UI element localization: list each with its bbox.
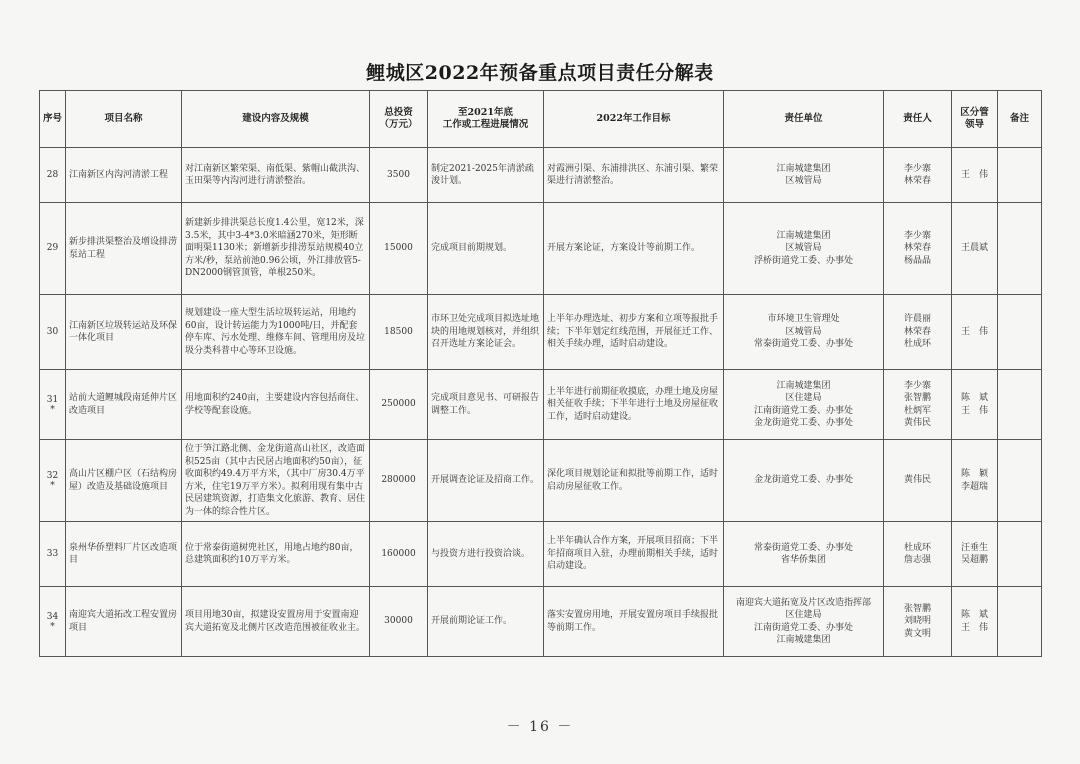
cell-invest: 30000 (370, 587, 428, 657)
cell-content: 规划建设一座大型生活垃圾转运站，用地约60亩，设计转运能力为1000吨/日，并配套停车库、污水处理、维修车间、管理用房及垃圾分类科普中心等环卫设施。 (182, 295, 370, 370)
cell-remark (998, 370, 1042, 440)
row-number: 34 (46, 611, 59, 622)
cell-remark (998, 522, 1042, 587)
cell-invest: 15000 (370, 203, 428, 295)
cell-no (40, 522, 66, 587)
cell-leader: 王晨斌 (952, 203, 998, 295)
row-star-mark: * (50, 622, 55, 633)
cell-invest: 280000 (370, 440, 428, 522)
cell-progress: 与投资方进行投资洽谈。 (428, 522, 544, 587)
cell-unit: 江南城建集团 区城管局 (724, 148, 884, 203)
cell-unit: 江南城建集团 区城管局 浮桥街道党工委、办事处 (724, 203, 884, 295)
cell-leader: 陈 颖 李超瑞 (952, 440, 998, 522)
cell-progress: 开展前期论证工作。 (428, 587, 544, 657)
cell-leader: 王 伟 (952, 295, 998, 370)
header-leader-line2: 领导 (964, 119, 984, 130)
cell-leader: 陈 斌 王 伟 (952, 370, 998, 440)
cell-person: 李少寨 林荣春 (884, 148, 952, 203)
row-number: 30 (46, 326, 59, 337)
cell-invest: 160000 (370, 522, 428, 587)
cell-remark (998, 295, 1042, 370)
cell-goal: 对霞洲引渠、东浦排洪区、东浦引渠、繁荣渠进行清淤整治。 (544, 148, 724, 203)
cell-person: 黄伟民 (884, 440, 952, 522)
header-progress (428, 91, 544, 148)
cell-remark (998, 587, 1042, 657)
table-row (40, 203, 1042, 295)
cell-content: 位于笋江路北侧、金龙街道高山社区，改造面积525亩（其中古民居占地面积约50亩），征收面积约49.4万平方米，（其中厂房30.4万平方米，住宅19万平方米）。拟利用现有集中古民居建筑资源，打造集文化旅游、教育、居住为一体的综合性片区。 (182, 440, 370, 522)
cell-content: 新建新步排洪渠总长度1.4公里，宽12米，深3.5米，其中3-4*3.0米暗涵270米，矩形断面明渠1130米；新增新步排涝泵站规模40立方米/秒，泵站前池0.96公顷，外江排放管5-DN2000钢管顶管，单根250米。 (182, 203, 370, 295)
cell-invest: 250000 (370, 370, 428, 440)
cell-no (40, 440, 66, 522)
cell-no (40, 587, 66, 657)
header-progress-line2: 工作或工程进展情况 (442, 119, 529, 130)
cell-no (40, 370, 66, 440)
table-row (40, 295, 1042, 370)
responsibility-table (39, 90, 1042, 657)
cell-project-name: 新步排洪渠整治及增设排涝泵站工程 (66, 203, 182, 295)
cell-content: 对江南新区繁荣渠、南低渠、紫帽山截洪沟、玉田渠等内沟河进行清淤整治。 (182, 148, 370, 203)
cell-person: 李少寨 林荣春 杨晶晶 (884, 203, 952, 295)
row-number: 31 (46, 394, 59, 405)
header-person: 责任人 (884, 91, 952, 148)
cell-invest: 18500 (370, 295, 428, 370)
cell-invest: 3500 (370, 148, 428, 203)
header-progress-line1: 至2021年底 (458, 106, 513, 118)
cell-content: 位于常泰街道树兜社区，用地占地约80亩，总建筑面积约10万平方米。 (182, 522, 370, 587)
cell-project-name: 站前大道鲤城段南延伸片区改造项目 (66, 370, 182, 440)
page-number: － 16 － (506, 719, 574, 735)
table-row (40, 522, 1042, 587)
header-unit: 责任单位 (724, 91, 884, 148)
row-star-mark: * (50, 481, 55, 492)
cell-person: 李少寨 张智鹏 杜炳军 黄伟民 (884, 370, 952, 440)
cell-project-name: 南迎宾大道拓改工程安置房项目 (66, 587, 182, 657)
row-star-mark: * (50, 405, 55, 416)
table-row (40, 370, 1042, 440)
cell-unit: 南迎宾大道拓宽及片区改造指挥部 区住建局 江南街道党工委、办事处 江南城建集团 (724, 587, 884, 657)
cell-unit: 常泰街道党工委、办事处 省华侨集团 (724, 522, 884, 587)
header-invest-line1: 总投资 (384, 106, 413, 118)
page-title: 鲤城区2022年预备重点项目责任分解表 (366, 62, 714, 84)
row-number: 29 (46, 243, 59, 254)
header-goal: 2022年工作目标 (544, 91, 724, 148)
cell-leader: 汪垂生 吴超鹏 (952, 522, 998, 587)
table-body (40, 148, 1042, 657)
cell-content: 用地面积约240亩，主要建设内容包括商住、学校等配套设施。 (182, 370, 370, 440)
cell-content: 项目用地30亩，拟建设安置房用于安置南迎宾大道拓宽及北侧片区改造范围被征收业主。 (182, 587, 370, 657)
cell-goal: 深化项目规划论证和拟批等前期工作，适时启动房屋征收工作。 (544, 440, 724, 522)
cell-goal: 落实安置房用地，开展安置房项目手续报批等前期工作。 (544, 587, 724, 657)
cell-progress: 开展调查论证及招商工作。 (428, 440, 544, 522)
cell-remark (998, 440, 1042, 522)
table-row (40, 440, 1042, 522)
cell-project-name: 江南新区垃圾转运站及环保一体化项目 (66, 295, 182, 370)
cell-person: 许晨丽 林荣春 杜成环 (884, 295, 952, 370)
cell-remark (998, 203, 1042, 295)
cell-project-name: 江南新区内沟河清淤工程 (66, 148, 182, 203)
cell-person: 张智鹏 刘晓明 黄文明 (884, 587, 952, 657)
cell-progress: 完成项目前期规划。 (428, 203, 544, 295)
header-content: 建设内容及规模 (182, 91, 370, 148)
header-leader-line1: 区分管 (960, 106, 989, 118)
cell-goal: 上半年确认合作方案，开展项目招商；下半年招商项目入驻，办理前期相关手续，适时启动建设。 (544, 522, 724, 587)
cell-no (40, 203, 66, 295)
cell-remark (998, 148, 1042, 203)
cell-no (40, 148, 66, 203)
header-invest-line2: （万元） (379, 119, 418, 130)
header-remark: 备注 (998, 91, 1042, 148)
row-number: 28 (46, 169, 59, 180)
cell-progress: 完成项目意见书、可研报告调整工作。 (428, 370, 544, 440)
cell-progress: 制定2021-2025年清淤疏浚计划。 (428, 148, 544, 203)
header-leader (952, 91, 998, 148)
cell-goal: 上半年进行前期征收摸底，办理土地及房屋相关征收手续；下半年进行土地及房屋征收工作，适时启动建设。 (544, 370, 724, 440)
cell-goal: 上半年办理选址、初步方案和立项等报批手续；下半年划定红线范围，开展征迁工作、相关手续办理，适时启动建设。 (544, 295, 724, 370)
header-invest (370, 91, 428, 148)
cell-unit: 江南城建集团 区住建局 江南街道党工委、办事处 金龙街道党工委、办事处 (724, 370, 884, 440)
table-header-row (40, 91, 1042, 148)
cell-leader: 王 伟 (952, 148, 998, 203)
row-number: 33 (46, 548, 59, 559)
cell-project-name: 泉州华侨塑料厂片区改造项目 (66, 522, 182, 587)
cell-leader: 陈 斌 王 伟 (952, 587, 998, 657)
cell-project-name: 高山片区棚户区（石结构房屋）改造及基础设施项目 (66, 440, 182, 522)
table-row (40, 148, 1042, 203)
header-name: 项目名称 (66, 91, 182, 148)
cell-unit: 市环境卫生管理处 区城管局 常泰街道党工委、办事处 (724, 295, 884, 370)
cell-unit: 金龙街道党工委、办事处 (724, 440, 884, 522)
table-row (40, 587, 1042, 657)
row-number: 32 (46, 470, 59, 481)
cell-person: 杜成环 詹志强 (884, 522, 952, 587)
cell-goal: 开展方案论证，方案设计等前期工作。 (544, 203, 724, 295)
header-no: 序号 (40, 91, 66, 148)
cell-progress: 市环卫处完成项目拟选址地块的用地规划核对，并组织召开选址方案论证会。 (428, 295, 544, 370)
cell-no (40, 295, 66, 370)
